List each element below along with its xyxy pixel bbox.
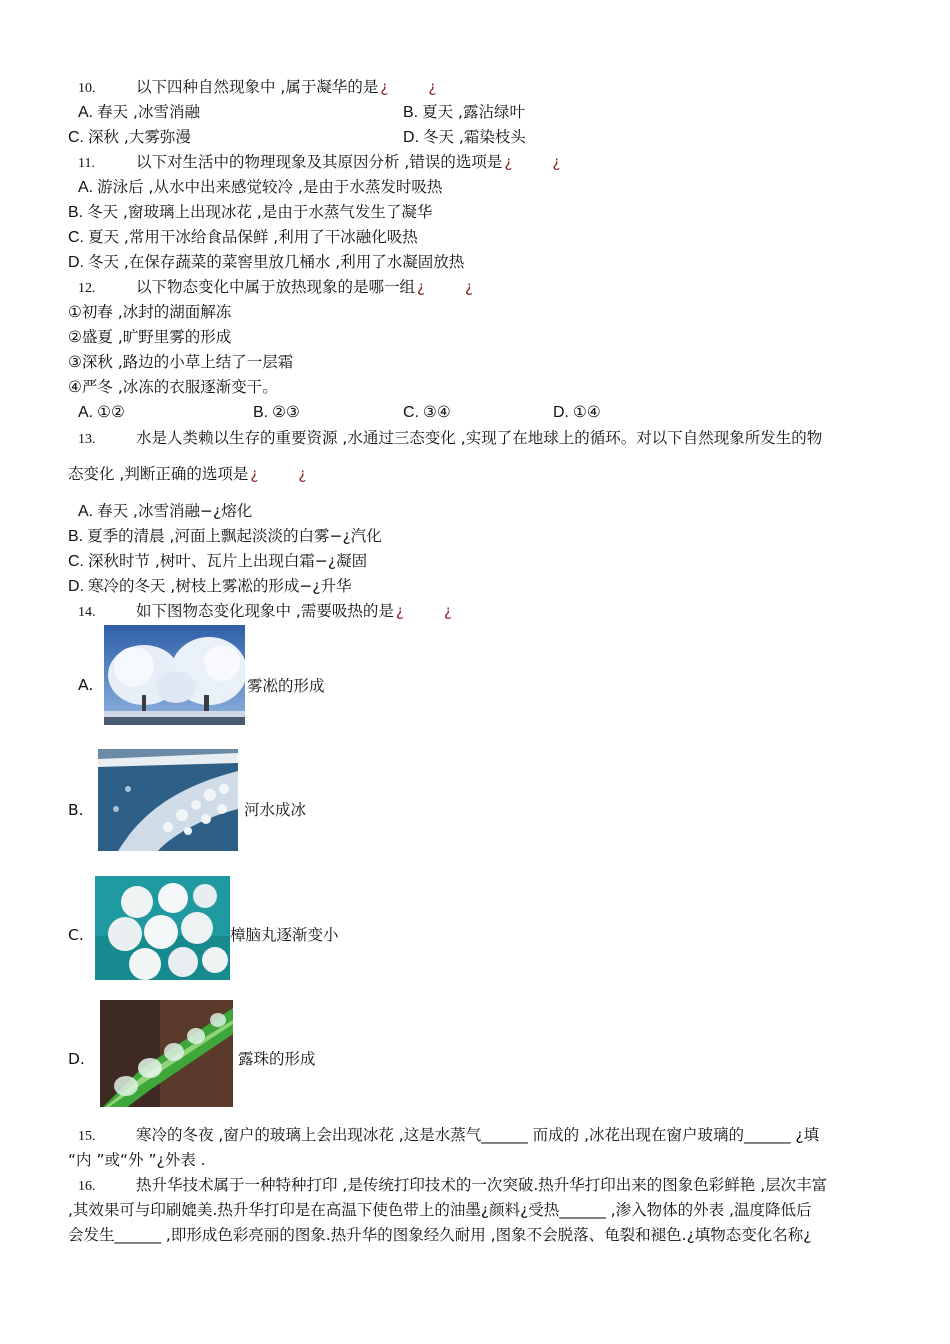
q15-line2: “内 ”或“外 ”¿外表 . bbox=[68, 1151, 206, 1169]
q10-option-b[interactable]: B. 夏天 ,露沾绿叶 bbox=[403, 103, 525, 121]
q14-option-a-caption: 雾凇的形成 bbox=[247, 677, 325, 695]
q14-option-a-letter[interactable]: A. bbox=[78, 676, 94, 694]
q11-stem: 11. 以下对生活中的物理现象及其原因分析 ,错误的选项是 ¿ ¿ bbox=[78, 153, 561, 171]
q10-stem: 10. 以下四种自然现象中 ,属于凝华的是 ¿ ¿ bbox=[78, 78, 437, 96]
q12-item-2: ②盛夏 ,旷野里雾的形成 bbox=[68, 328, 232, 346]
q12-item-1: ①初春 ,冰封的湖面解冻 bbox=[68, 303, 232, 321]
q13-option-d[interactable]: D. 寒冷的冬天 ,树枝上雾凇的形成−¿升华 bbox=[68, 577, 352, 595]
camphor-balls-image[interactable] bbox=[95, 876, 230, 980]
q13-option-b[interactable]: B. 夏季的清晨 ,河面上飘起淡淡的白雾−¿汽化 bbox=[68, 527, 382, 545]
q11-option-c[interactable]: C. 夏天 ,常用干冰给食品保鲜 ,利用了干冰融化吸热 bbox=[68, 228, 418, 246]
q12-item-4: ④严冬 ,冰冻的衣服逐渐变干。 bbox=[68, 378, 278, 396]
dew-drops-image[interactable] bbox=[100, 1000, 233, 1107]
q11-option-d[interactable]: D. 冬天 ,在保存蔬菜的菜窖里放几桶水 ,利用了水凝固放热 bbox=[68, 253, 465, 271]
q11-option-b[interactable]: B. 冬天 ,窗玻璃上出现冰花 ,是由于水蒸气发生了凝华 bbox=[68, 203, 433, 221]
q14-option-c-letter[interactable]: C. bbox=[68, 926, 84, 944]
q12-option-c[interactable]: C. ③④ bbox=[403, 403, 451, 421]
q14-option-c-caption: 樟脑丸逐渐变小 bbox=[230, 926, 339, 944]
q12-item-3: ③深秋 ,路边的小草上结了一层霜 bbox=[68, 353, 294, 371]
q10-option-d[interactable]: D. 冬天 ,霜染枝头 bbox=[403, 128, 526, 146]
q10-option-c[interactable]: C. 深秋 ,大雾弥漫 bbox=[68, 128, 191, 146]
q10-option-a[interactable]: A. 春天 ,冰雪消融 bbox=[78, 103, 200, 121]
q13-stem-line1: 13. 水是人类赖以生存的重要资源 ,水通过三态变化 ,实现了在地球上的循环。对以下自然现象所发生的物 bbox=[78, 429, 823, 447]
q12-option-b[interactable]: B. ②③ bbox=[253, 403, 300, 421]
q11-option-a[interactable]: A. 游泳后 ,从水中出来感觉较冷 ,是由于水蒸发时吸热 bbox=[78, 178, 443, 196]
river-ice-image[interactable] bbox=[98, 749, 238, 851]
q14-option-d-caption: 露珠的形成 bbox=[238, 1050, 316, 1068]
q12-stem: 12. 以下物态变化中属于放热现象的是哪一组 ¿ ¿ bbox=[78, 278, 473, 296]
q14-option-b-caption: 河水成冰 bbox=[244, 801, 307, 819]
q12-option-d[interactable]: D. ①④ bbox=[553, 403, 601, 421]
q12-option-a[interactable]: A. ①② bbox=[78, 403, 125, 421]
q13-option-c[interactable]: C. 深秋时节 ,树叶、瓦片上出现白霜−¿凝固 bbox=[68, 552, 368, 570]
q13-stem-line2: 态变化 ,判断正确的选项是 ¿ ¿ bbox=[68, 465, 307, 483]
q16-line2: ,其效果可与印刷媲美.热升华打印是在高温下使色带上的油墨¿颜料¿受热______ ,渗入物体的外表 ,温度降低后 bbox=[68, 1201, 812, 1219]
q16-line3: 会发生______ ,即形成色彩亮丽的图象.热升华的图象经久耐用 ,图象不会脱落、龟裂和褪色.¿填物态变化名称¿ bbox=[68, 1226, 812, 1244]
q13-option-a[interactable]: A. 春天 ,冰雪消融−¿熔化 bbox=[78, 502, 253, 520]
q14-stem: 14. 如下图物态变化现象中 ,需要吸热的是 ¿ ¿ bbox=[78, 602, 452, 620]
q14-option-b-letter[interactable]: B. bbox=[68, 801, 84, 819]
rime-trees-image[interactable] bbox=[104, 625, 245, 725]
q16-line1: 16. 热升华技术属于一种特种打印 ,是传统打印技术的一次突破.热升华打印出来的图象色彩鲜艳 ,层次丰富 bbox=[78, 1176, 828, 1194]
q14-option-d-letter[interactable]: D. bbox=[68, 1050, 85, 1068]
q15-line1: 15. 寒冷的冬夜 ,窗户的玻璃上会出现冰花 ,这是水蒸气______ 而成的 ,冰花出现在窗户玻璃的______ ¿填 bbox=[78, 1126, 820, 1144]
